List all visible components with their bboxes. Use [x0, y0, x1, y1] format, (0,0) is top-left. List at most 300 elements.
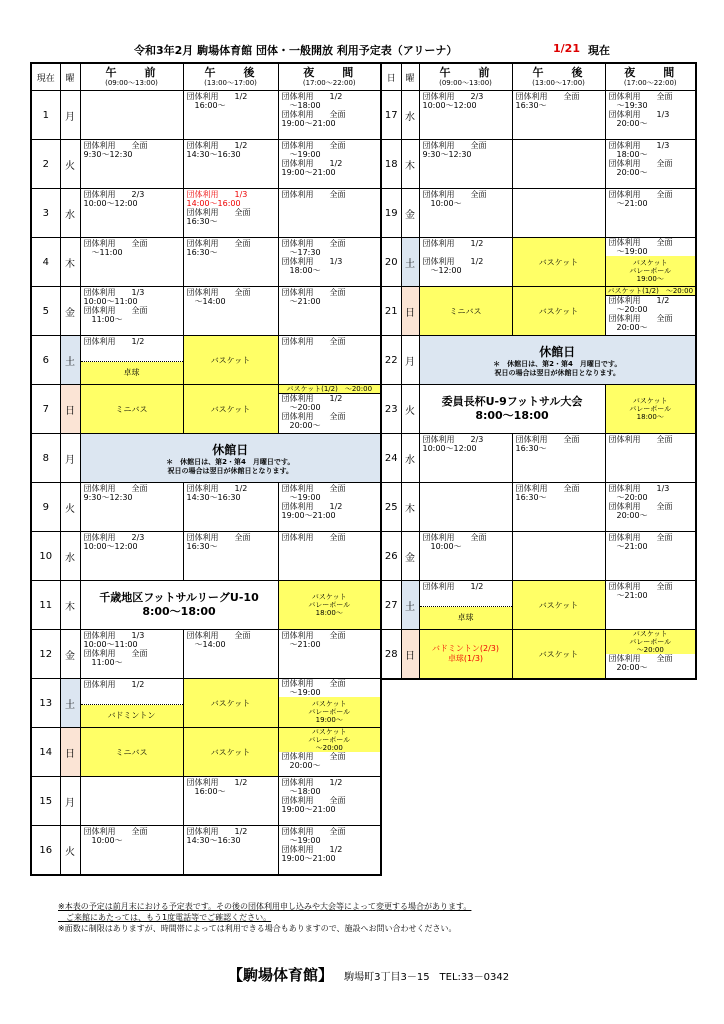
nt-entry: 団体利用 1/2 ～20:00 団体利用 全面 20:00～ — [608, 296, 673, 332]
morning-slot — [80, 91, 183, 140]
morning-slot-text: 団体利用 全面 10:00～ — [422, 190, 487, 208]
table-row — [381, 336, 696, 385]
afternoon-slot — [512, 140, 605, 189]
afternoon-slot-text: 団体利用 全面 16:30～ — [186, 239, 251, 257]
afternoon-slot-label: バスケット — [210, 355, 251, 365]
morning-slot — [419, 91, 512, 140]
night-slot — [278, 777, 381, 826]
table-row — [381, 581, 696, 630]
event-time: 8:00～18:00 — [142, 605, 216, 618]
weekday: 土 — [60, 679, 80, 728]
nt-yellow-line: バスケット — [632, 259, 668, 267]
afternoon-slot-text: 団体利用 全面 ～14:00 — [186, 288, 251, 306]
morning-slot — [419, 238, 512, 287]
nt-stack — [279, 385, 381, 433]
nt-top-entry: バスケット(1/2) ～20:00 — [607, 287, 694, 295]
day-number: 14 — [31, 728, 60, 777]
nt-stack — [606, 238, 696, 286]
day-number: 27 — [381, 581, 401, 630]
afternoon-slot — [183, 385, 278, 434]
am-split — [81, 679, 183, 727]
weekday: 日 — [60, 385, 80, 434]
afternoon-slot — [183, 189, 278, 238]
afternoon-slot-text: 団体利用 1/2 14:30～16:30 — [186, 141, 248, 159]
table-row — [381, 532, 696, 581]
weekday: 月 — [60, 91, 80, 140]
nt-entry: 団体利用 1/2 ～20:00 団体利用 全面 20:00～ — [281, 394, 346, 430]
morning-slot — [419, 434, 512, 483]
afternoon-slot — [512, 630, 605, 680]
night-slot-text: 団体利用 1/3 ～20:00 団体利用 全面 20:00～ — [608, 484, 673, 520]
afternoon-slot-text — [513, 532, 605, 580]
nt-yellow-block — [279, 728, 381, 752]
afternoon-slot — [512, 483, 605, 532]
nt-yellow-block — [279, 697, 381, 727]
closed-title: 休館日 — [539, 344, 576, 359]
header-weekday: 曜 — [60, 63, 80, 91]
closed-notice — [81, 434, 381, 482]
header-afternoon-right: 午 後 (13:00～17:00) — [512, 63, 605, 91]
morning-slot-text: 団体利用 全面 9:30～12:30 — [83, 484, 148, 502]
night-slot — [605, 91, 696, 140]
day-number: 13 — [31, 679, 60, 728]
event-time: 8:00～18:00 — [475, 409, 549, 422]
weekday: 金 — [401, 189, 419, 238]
header-night: 夜 間 (17:00～22:00) — [278, 63, 381, 91]
closed-note: ＊ 休館日は、第2・第4 月曜日です。 — [166, 457, 295, 466]
night-slot — [605, 287, 696, 336]
morning-slot-text — [420, 483, 512, 531]
morning-slot — [419, 287, 512, 336]
morning-slot — [419, 483, 512, 532]
table-row — [31, 826, 381, 876]
night-slot-text: 団体利用 全面 ～19:00 団体利用 1/2 19:00～21:00 — [281, 484, 346, 520]
afternoon-slot — [512, 189, 605, 238]
day-number: 8 — [31, 434, 60, 483]
table-row — [31, 238, 381, 287]
nt-yellow-line: バレーボール — [629, 405, 672, 413]
table-row — [31, 140, 381, 189]
table-row — [31, 91, 381, 140]
weekday: 火 — [60, 483, 80, 532]
night-slot — [278, 483, 381, 532]
table-row — [31, 336, 381, 385]
morning-slot-text: 団体利用 全面 10:00～ — [83, 827, 148, 845]
table-row — [31, 385, 381, 434]
closed-notice — [420, 336, 696, 384]
morning-slot-label: ミニバス — [115, 747, 148, 757]
nt-bottom-entry: 団体利用 全面 20:00～ — [608, 654, 673, 672]
day-number: 17 — [381, 91, 401, 140]
afternoon-slot — [183, 140, 278, 189]
afternoon-slot-text: 団体利用 1/2 14:30～16:30 — [186, 484, 248, 502]
pm-red-entry: 団体利用 1/3 14:00～16:00 — [186, 190, 248, 208]
note-1: ※本表の予定は前月末における予定表です。その後の団体利用申し込みや大会等によって変更する場合があります。 — [58, 902, 472, 911]
facility-name: 【駒場体育館】 — [228, 966, 334, 984]
weekday: 月 — [401, 336, 419, 385]
notes — [58, 901, 471, 934]
am-split — [81, 336, 183, 384]
night-slot — [278, 728, 381, 777]
night-slot — [605, 532, 696, 581]
morning-slot — [419, 189, 512, 238]
morning-slot — [419, 140, 512, 189]
am-split-top: 団体利用 1/2 — [81, 679, 183, 705]
table-row — [31, 287, 381, 336]
afternoon-slot — [183, 532, 278, 581]
nt-yellow-line: ～20:00 — [315, 744, 343, 752]
table-row — [381, 385, 696, 434]
nt-yellow-line: バスケット — [311, 700, 347, 708]
event-info — [420, 385, 605, 433]
nt-top-entry: 団体利用 全面 ～19:00 — [608, 238, 673, 256]
weekday: 木 — [60, 238, 80, 287]
morning-slot — [80, 238, 183, 287]
weekday: 月 — [60, 434, 80, 483]
afternoon-slot — [512, 434, 605, 483]
morning-slot — [80, 630, 183, 679]
nt-stack — [606, 630, 696, 678]
afternoon-slot-text: 団体利用 全面 ～14:00 — [186, 631, 251, 649]
afternoon-slot — [512, 287, 605, 336]
header-night-right: 夜 間 (17:00～22:00) — [605, 63, 696, 91]
morning-slot — [419, 532, 512, 581]
table-row — [31, 581, 381, 630]
weekday: 日 — [401, 287, 419, 336]
night-slot-text: 団体利用 1/3 18:00～ 団体利用 全面 20:00～ — [608, 141, 673, 177]
weekday: 月 — [60, 777, 80, 826]
night-slot — [605, 140, 696, 189]
morning-slot-text: 団体利用 1/3 10:00～11:00 団体利用 全面 11:00～ — [83, 288, 148, 324]
afternoon-slot — [512, 91, 605, 140]
night-slot-text: 団体利用 全面 ～17:30 団体利用 1/3 18:00～ — [281, 239, 346, 275]
header-weekday-right: 曜 — [401, 63, 419, 91]
afternoon-slot — [183, 287, 278, 336]
header-day-right: 日 — [381, 63, 401, 91]
table-row — [31, 189, 381, 238]
afternoon-slot-text: 団体利用 1/2 14:30～16:30 — [186, 827, 248, 845]
night-slot — [278, 336, 381, 385]
day-number: 5 — [31, 287, 60, 336]
closed-day — [419, 336, 696, 385]
table-row — [31, 728, 381, 777]
weekday: 金 — [401, 532, 419, 581]
weekday: 水 — [401, 91, 419, 140]
table-row — [381, 189, 696, 238]
night-slot-text: 団体利用 全面 ～21:00 — [608, 190, 673, 208]
day-number: 1 — [31, 91, 60, 140]
morning-slot-text: 団体利用 2/3 10:00～12:00 — [422, 92, 484, 110]
afternoon-slot-label: バスケット — [210, 698, 251, 708]
night-slot-text: 団体利用 全面 — [281, 533, 346, 542]
night-slot — [605, 630, 696, 680]
table-row — [31, 434, 381, 483]
weekday: 日 — [401, 630, 419, 680]
closed-day — [80, 434, 381, 483]
am-split-bottom: 卓球 — [420, 607, 512, 630]
night-slot — [278, 238, 381, 287]
nt-yellow-block — [606, 630, 696, 654]
pm-cell — [184, 189, 278, 237]
nt-yellow-line: ～20:00 — [636, 646, 664, 654]
nt-yellow-line: バスケット — [632, 630, 668, 638]
afternoon-slot-label: バスケット — [210, 747, 251, 757]
header-day: 現在 — [31, 63, 60, 91]
closed-note: 祝日の場合は翌日が休館日となります。 — [167, 466, 293, 475]
nt-stack — [606, 385, 696, 433]
nt-stack — [279, 728, 381, 776]
night-slot-text: 団体利用 全面 ～21:00 — [608, 582, 673, 600]
closed-title: 休館日 — [212, 442, 249, 457]
weekday: 日 — [60, 728, 80, 777]
table-row — [31, 777, 381, 826]
night-slot — [278, 189, 381, 238]
night-slot — [278, 630, 381, 679]
night-slot-text: 団体利用 全面 ～21:00 — [281, 631, 346, 649]
nt-yellow-line: 18:00～ — [636, 413, 664, 421]
nt-yellow-line: バレーボール — [629, 267, 672, 275]
weekday: 水 — [401, 434, 419, 483]
morning-slot — [80, 679, 183, 728]
event-cell — [419, 385, 605, 434]
event-cell — [80, 581, 278, 630]
afternoon-slot — [183, 826, 278, 876]
night-slot-text: 団体利用 全面 — [281, 190, 346, 199]
weekday: 木 — [401, 140, 419, 189]
night-slot — [605, 581, 696, 630]
morning-slot-text — [81, 91, 183, 139]
note-3: ※面数に制限はありますが、時間帯によっては利用できる場合もありますので、施設へお問い合わせください。 — [58, 924, 457, 933]
day-number: 6 — [31, 336, 60, 385]
night-slot-text: 団体利用 全面 ～19:00 団体利用 1/2 19:00～21:00 — [281, 827, 346, 863]
night-slot — [278, 581, 381, 630]
afternoon-slot-text — [513, 140, 605, 188]
afternoon-slot-text: 団体利用 全面 16:30～ — [515, 484, 580, 502]
afternoon-slot — [183, 336, 278, 385]
night-slot-text: 団体利用 1/2 ～18:00 団体利用 全面 19:00～21:00 — [281, 92, 346, 128]
night-slot — [605, 189, 696, 238]
day-number: 7 — [31, 385, 60, 434]
table-row — [381, 238, 696, 287]
afternoon-slot-text: 団体利用 1/2 16:00～ — [186, 92, 248, 110]
header-morning-right: 午 前 (09:00～13:00) — [419, 63, 512, 91]
day-number: 9 — [31, 483, 60, 532]
afternoon-slot — [183, 630, 278, 679]
morning-slot — [80, 385, 183, 434]
nt-yellow-line: バレーボール — [308, 708, 351, 716]
day-number: 4 — [31, 238, 60, 287]
weekday: 木 — [401, 483, 419, 532]
am-red-entries — [420, 630, 512, 678]
morning-slot — [80, 826, 183, 876]
closed-note: ＊ 休館日は、第2・第4 月曜日です。 — [493, 359, 622, 368]
day-number: 20 — [381, 238, 401, 287]
night-slot — [605, 238, 696, 287]
am-split — [420, 581, 512, 629]
morning-slot — [80, 336, 183, 385]
closed-note: 祝日の場合は翌日が休館日となります。 — [494, 368, 620, 377]
day-number: 15 — [31, 777, 60, 826]
footer — [228, 964, 509, 985]
am-split-top: 団体利用 1/2 — [420, 581, 512, 607]
weekday: 土 — [60, 336, 80, 385]
morning-slot — [80, 189, 183, 238]
morning-slot — [80, 532, 183, 581]
event-title: 委員長杯U-9フットサル大会 — [441, 395, 583, 408]
weekday: 火 — [60, 140, 80, 189]
afternoon-slot — [512, 532, 605, 581]
morning-slot-label: ミニバス — [115, 404, 148, 414]
morning-slot — [80, 728, 183, 777]
morning-slot — [80, 483, 183, 532]
nt-yellow-line: バスケット — [632, 397, 668, 405]
morning-slot — [80, 777, 183, 826]
day-number: 28 — [381, 630, 401, 680]
weekday: 土 — [401, 581, 419, 630]
afternoon-slot-label: バスケット — [538, 306, 579, 316]
nt-red-entry: 団体利用 全面 — [281, 337, 346, 346]
nt-yellow-block — [279, 581, 381, 629]
event-title: 千歳地区フットサルリーグU-10 — [99, 591, 259, 604]
nt-stack — [606, 287, 696, 335]
afternoon-slot — [512, 581, 605, 630]
schedule-table-left — [30, 62, 382, 876]
afternoon-slot — [183, 483, 278, 532]
nt-stack — [279, 581, 381, 629]
day-number: 19 — [381, 189, 401, 238]
afternoon-slot — [183, 679, 278, 728]
afternoon-slot-label: バスケット — [538, 600, 579, 610]
afternoon-slot-text: 団体利用 全面 16:30～ — [186, 533, 251, 551]
night-slot — [278, 826, 381, 876]
morning-slot-text: 団体利用 1/3 10:00～11:00 団体利用 全面 11:00～ — [83, 631, 148, 667]
morning-slot-text: 団体利用 2/3 10:00～12:00 — [83, 190, 145, 208]
nt-yellow-block — [606, 385, 696, 433]
afternoon-slot — [512, 238, 605, 287]
nt-yellow-line: バスケット — [311, 728, 347, 736]
am-split-top: 団体利用 1/2 — [81, 336, 183, 362]
table-row — [381, 434, 696, 483]
night-slot — [605, 434, 696, 483]
night-slot-text: 団体利用 全面 ～21:00 — [281, 288, 346, 306]
afternoon-slot-text — [513, 189, 605, 237]
morning-slot-text: 団体利用 全面 10:00～ — [422, 533, 487, 551]
weekday: 火 — [401, 385, 419, 434]
event-info — [81, 581, 278, 629]
table-row — [381, 91, 696, 140]
night-slot — [278, 385, 381, 434]
night-slot — [278, 532, 381, 581]
afternoon-slot-label: バスケット — [210, 404, 251, 414]
header-morning: 午 前 (09:00～13:00) — [80, 63, 183, 91]
table-row — [31, 532, 381, 581]
nt-top-entry: 団体利用 全面 ～19:00 — [281, 679, 346, 697]
night-slot-text: 団体利用 全面 ～21:00 — [608, 533, 673, 551]
day-number: 10 — [31, 532, 60, 581]
nt-yellow-line: バスケット — [311, 593, 347, 601]
day-number: 16 — [31, 826, 60, 876]
afternoon-slot — [183, 777, 278, 826]
nt-bottom-entry: 団体利用 全面 20:00～ — [281, 752, 346, 770]
nt-yellow-line: バレーボール — [308, 736, 351, 744]
night-slot — [278, 287, 381, 336]
day-number: 24 — [381, 434, 401, 483]
night-slot-text: 団体利用 全面 ～19:30 団体利用 1/3 20:00～ — [608, 92, 673, 128]
table-header — [31, 63, 381, 91]
am-red-line: バドミントン(2/3) — [432, 644, 499, 653]
weekday: 土 — [401, 238, 419, 287]
morning-slot-label: ミニバス — [449, 306, 482, 316]
table-row — [31, 483, 381, 532]
night-slot — [605, 483, 696, 532]
title-suffix: 現在 — [588, 44, 610, 57]
nt-yellow-line: バレーボール — [308, 601, 351, 609]
morning-slot — [80, 287, 183, 336]
morning-slot — [419, 581, 512, 630]
table-row — [381, 630, 696, 680]
nt-yellow-block — [606, 256, 696, 286]
afternoon-slot-label: バスケット — [538, 257, 579, 267]
table-row — [31, 630, 381, 679]
day-number: 2 — [31, 140, 60, 189]
afternoon-slot-text: 団体利用 全面 16:30～ — [515, 92, 580, 110]
day-number: 26 — [381, 532, 401, 581]
night-slot-text: 団体利用 全面 — [608, 435, 673, 444]
header-afternoon: 午 後 (13:00～17:00) — [183, 63, 278, 91]
am-split-bottom: バドミントン — [81, 705, 183, 728]
day-number: 18 — [381, 140, 401, 189]
night-slot — [605, 385, 696, 434]
table-header-right — [381, 63, 696, 91]
morning-slot-text: 団体利用 1/2 団体利用 1/2 ～12:00 — [422, 239, 484, 275]
weekday: 金 — [60, 287, 80, 336]
nt-stack — [279, 679, 381, 727]
am-split-bottom: 卓球 — [81, 362, 183, 385]
day-number: 11 — [31, 581, 60, 630]
day-number: 25 — [381, 483, 401, 532]
morning-slot-text: 団体利用 2/3 10:00～12:00 — [83, 533, 145, 551]
nt-top-entry: バスケット(1/2) ～20:00 — [279, 385, 381, 394]
nt-yellow-line: 19:00～ — [315, 716, 343, 724]
day-number: 3 — [31, 189, 60, 238]
afternoon-slot — [183, 91, 278, 140]
weekday: 水 — [60, 532, 80, 581]
table-row — [381, 287, 696, 336]
afternoon-slot-text: 団体利用 全面 16:30～ — [515, 435, 580, 453]
title-main: 令和3年2月 駒場体育館 団体・一般開放 利用予定表（アリーナ） — [134, 44, 458, 57]
morning-slot-text: 団体利用 全面 ～11:00 — [83, 239, 148, 257]
title-date: 1/21 — [553, 42, 580, 55]
morning-slot-text: 団体利用 全面 9:30～12:30 — [422, 141, 487, 159]
night-slot — [278, 140, 381, 189]
day-number: 22 — [381, 336, 401, 385]
morning-slot-text: 団体利用 全面 9:30～12:30 — [83, 141, 148, 159]
schedule-table-right — [380, 62, 697, 680]
weekday: 火 — [60, 826, 80, 876]
table-row — [381, 140, 696, 189]
nt-yellow-line: バレーボール — [629, 638, 672, 646]
day-number: 21 — [381, 287, 401, 336]
nt-yellow-line: 19:00～ — [636, 275, 664, 283]
morning-slot-text — [81, 777, 183, 825]
weekday: 木 — [60, 581, 80, 630]
night-slot — [278, 91, 381, 140]
afternoon-slot-text: 団体利用 1/2 16:00～ — [186, 778, 248, 796]
table-row — [31, 679, 381, 728]
morning-slot — [419, 630, 512, 680]
note-2: ご来館にあたっては、もう1度電話等でご確認ください。 — [58, 913, 272, 922]
afternoon-slot-label: バスケット — [538, 649, 579, 659]
